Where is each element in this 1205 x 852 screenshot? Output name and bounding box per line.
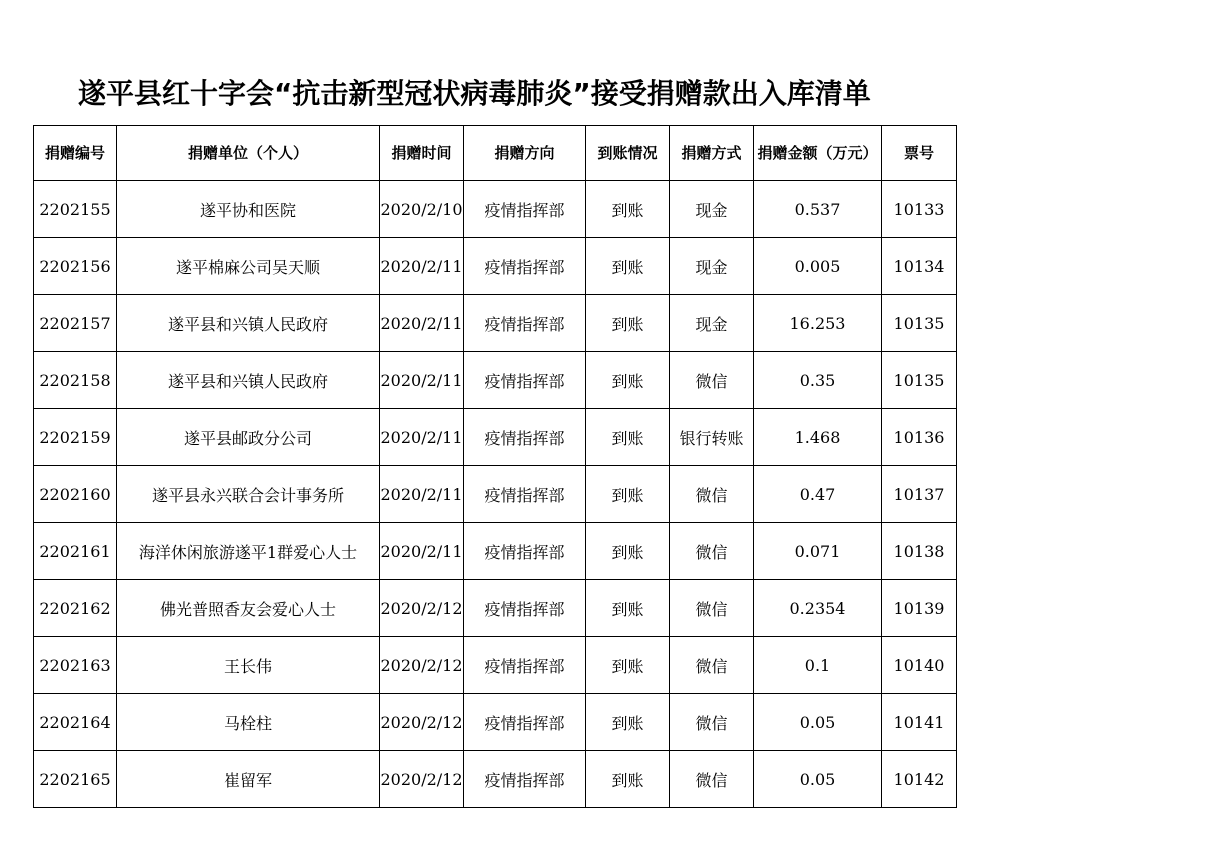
ticket-cell: 10135 xyxy=(882,295,957,352)
ticket-cell: 10133 xyxy=(882,181,957,238)
donor-cell: 遂平棉麻公司吴天顺 xyxy=(117,238,380,295)
donation-id-cell: 2202156 xyxy=(34,238,117,295)
table-row xyxy=(34,751,957,808)
amount-cell: 0.2354 xyxy=(754,580,882,637)
date-cell: 2020/2/11 xyxy=(380,295,464,352)
ticket-cell: 10134 xyxy=(882,238,957,295)
donor-cell: 崔留军 xyxy=(117,751,380,808)
direction-cell: 疫情指挥部 xyxy=(464,409,586,466)
table-row xyxy=(34,181,957,238)
header-status: 到账情况 xyxy=(586,126,670,181)
date-cell: 2020/2/11 xyxy=(380,523,464,580)
status-cell: 到账 xyxy=(586,694,670,751)
table-row xyxy=(34,409,957,466)
amount-cell: 0.05 xyxy=(754,694,882,751)
table-row xyxy=(34,694,957,751)
header-row xyxy=(34,126,957,181)
header-donation-id: 捐赠编号 xyxy=(34,126,117,181)
date-cell: 2020/2/12 xyxy=(380,751,464,808)
direction-cell: 疫情指挥部 xyxy=(464,295,586,352)
table-row xyxy=(34,352,957,409)
method-cell: 微信 xyxy=(670,523,754,580)
donation-id-cell: 2202161 xyxy=(34,523,117,580)
donation-id-cell: 2202160 xyxy=(34,466,117,523)
date-cell: 2020/2/11 xyxy=(380,238,464,295)
donation-id-cell: 2202165 xyxy=(34,751,117,808)
direction-cell: 疫情指挥部 xyxy=(464,238,586,295)
donation-id-cell: 2202163 xyxy=(34,637,117,694)
header-amount: 捐赠金额（万元） xyxy=(754,126,882,181)
ticket-cell: 10142 xyxy=(882,751,957,808)
method-cell: 微信 xyxy=(670,580,754,637)
header-method: 捐赠方式 xyxy=(670,126,754,181)
status-cell: 到账 xyxy=(586,352,670,409)
donor-cell: 遂平县永兴联合会计事务所 xyxy=(117,466,380,523)
direction-cell: 疫情指挥部 xyxy=(464,523,586,580)
status-cell: 到账 xyxy=(586,523,670,580)
table-row xyxy=(34,580,957,637)
ticket-cell: 10135 xyxy=(882,352,957,409)
amount-cell: 0.005 xyxy=(754,238,882,295)
donation-id-cell: 2202158 xyxy=(34,352,117,409)
status-cell: 到账 xyxy=(586,295,670,352)
date-cell: 2020/2/12 xyxy=(380,694,464,751)
table-row xyxy=(34,295,957,352)
donation-id-cell: 2202164 xyxy=(34,694,117,751)
donor-cell: 遂平县邮政分公司 xyxy=(117,409,380,466)
amount-cell: 1.468 xyxy=(754,409,882,466)
amount-cell: 0.05 xyxy=(754,751,882,808)
ticket-cell: 10139 xyxy=(882,580,957,637)
header-ticket: 票号 xyxy=(882,126,957,181)
status-cell: 到账 xyxy=(586,466,670,523)
method-cell: 现金 xyxy=(670,181,754,238)
direction-cell: 疫情指挥部 xyxy=(464,637,586,694)
header-date: 捐赠时间 xyxy=(380,126,464,181)
amount-cell: 0.1 xyxy=(754,637,882,694)
direction-cell: 疫情指挥部 xyxy=(464,352,586,409)
table-row xyxy=(34,523,957,580)
direction-cell: 疫情指挥部 xyxy=(464,580,586,637)
date-cell: 2020/2/11 xyxy=(380,352,464,409)
method-cell: 现金 xyxy=(670,295,754,352)
donor-cell: 遂平县和兴镇人民政府 xyxy=(117,295,380,352)
ticket-cell: 10141 xyxy=(882,694,957,751)
date-cell: 2020/2/10 xyxy=(380,181,464,238)
method-cell: 微信 xyxy=(670,466,754,523)
method-cell: 微信 xyxy=(670,352,754,409)
status-cell: 到账 xyxy=(586,637,670,694)
donor-cell: 王长伟 xyxy=(117,637,380,694)
ticket-cell: 10136 xyxy=(882,409,957,466)
donation-table xyxy=(33,125,957,808)
direction-cell: 疫情指挥部 xyxy=(464,694,586,751)
donation-id-cell: 2202155 xyxy=(34,181,117,238)
amount-cell: 0.537 xyxy=(754,181,882,238)
donation-id-cell: 2202159 xyxy=(34,409,117,466)
date-cell: 2020/2/12 xyxy=(380,580,464,637)
direction-cell: 疫情指挥部 xyxy=(464,181,586,238)
donor-cell: 海洋休闲旅游遂平1群爱心人士 xyxy=(117,523,380,580)
donation-id-cell: 2202162 xyxy=(34,580,117,637)
table-row xyxy=(34,466,957,523)
ticket-cell: 10140 xyxy=(882,637,957,694)
table-row xyxy=(34,637,957,694)
amount-cell: 0.071 xyxy=(754,523,882,580)
direction-cell: 疫情指挥部 xyxy=(464,466,586,523)
method-cell: 微信 xyxy=(670,637,754,694)
date-cell: 2020/2/11 xyxy=(380,466,464,523)
header-direction: 捐赠方向 xyxy=(464,126,586,181)
date-cell: 2020/2/12 xyxy=(380,637,464,694)
status-cell: 到账 xyxy=(586,580,670,637)
amount-cell: 0.47 xyxy=(754,466,882,523)
document-title: 遂平县红十字会“抗击新型冠状病毒肺炎”接受捐赠款出入库清单 xyxy=(78,77,871,110)
amount-cell: 16.253 xyxy=(754,295,882,352)
ticket-cell: 10137 xyxy=(882,466,957,523)
amount-cell: 0.35 xyxy=(754,352,882,409)
donor-cell: 遂平县和兴镇人民政府 xyxy=(117,352,380,409)
donor-cell: 佛光普照香友会爱心人士 xyxy=(117,580,380,637)
direction-cell: 疫情指挥部 xyxy=(464,751,586,808)
method-cell: 现金 xyxy=(670,238,754,295)
ticket-cell: 10138 xyxy=(882,523,957,580)
header-donor: 捐赠单位（个人） xyxy=(117,126,380,181)
donor-cell: 马栓柱 xyxy=(117,694,380,751)
table-row xyxy=(34,238,957,295)
method-cell: 银行转账 xyxy=(670,409,754,466)
status-cell: 到账 xyxy=(586,181,670,238)
donor-cell: 遂平协和医院 xyxy=(117,181,380,238)
date-cell: 2020/2/11 xyxy=(380,409,464,466)
status-cell: 到账 xyxy=(586,751,670,808)
status-cell: 到账 xyxy=(586,409,670,466)
method-cell: 微信 xyxy=(670,694,754,751)
donation-id-cell: 2202157 xyxy=(34,295,117,352)
method-cell: 微信 xyxy=(670,751,754,808)
status-cell: 到账 xyxy=(586,238,670,295)
